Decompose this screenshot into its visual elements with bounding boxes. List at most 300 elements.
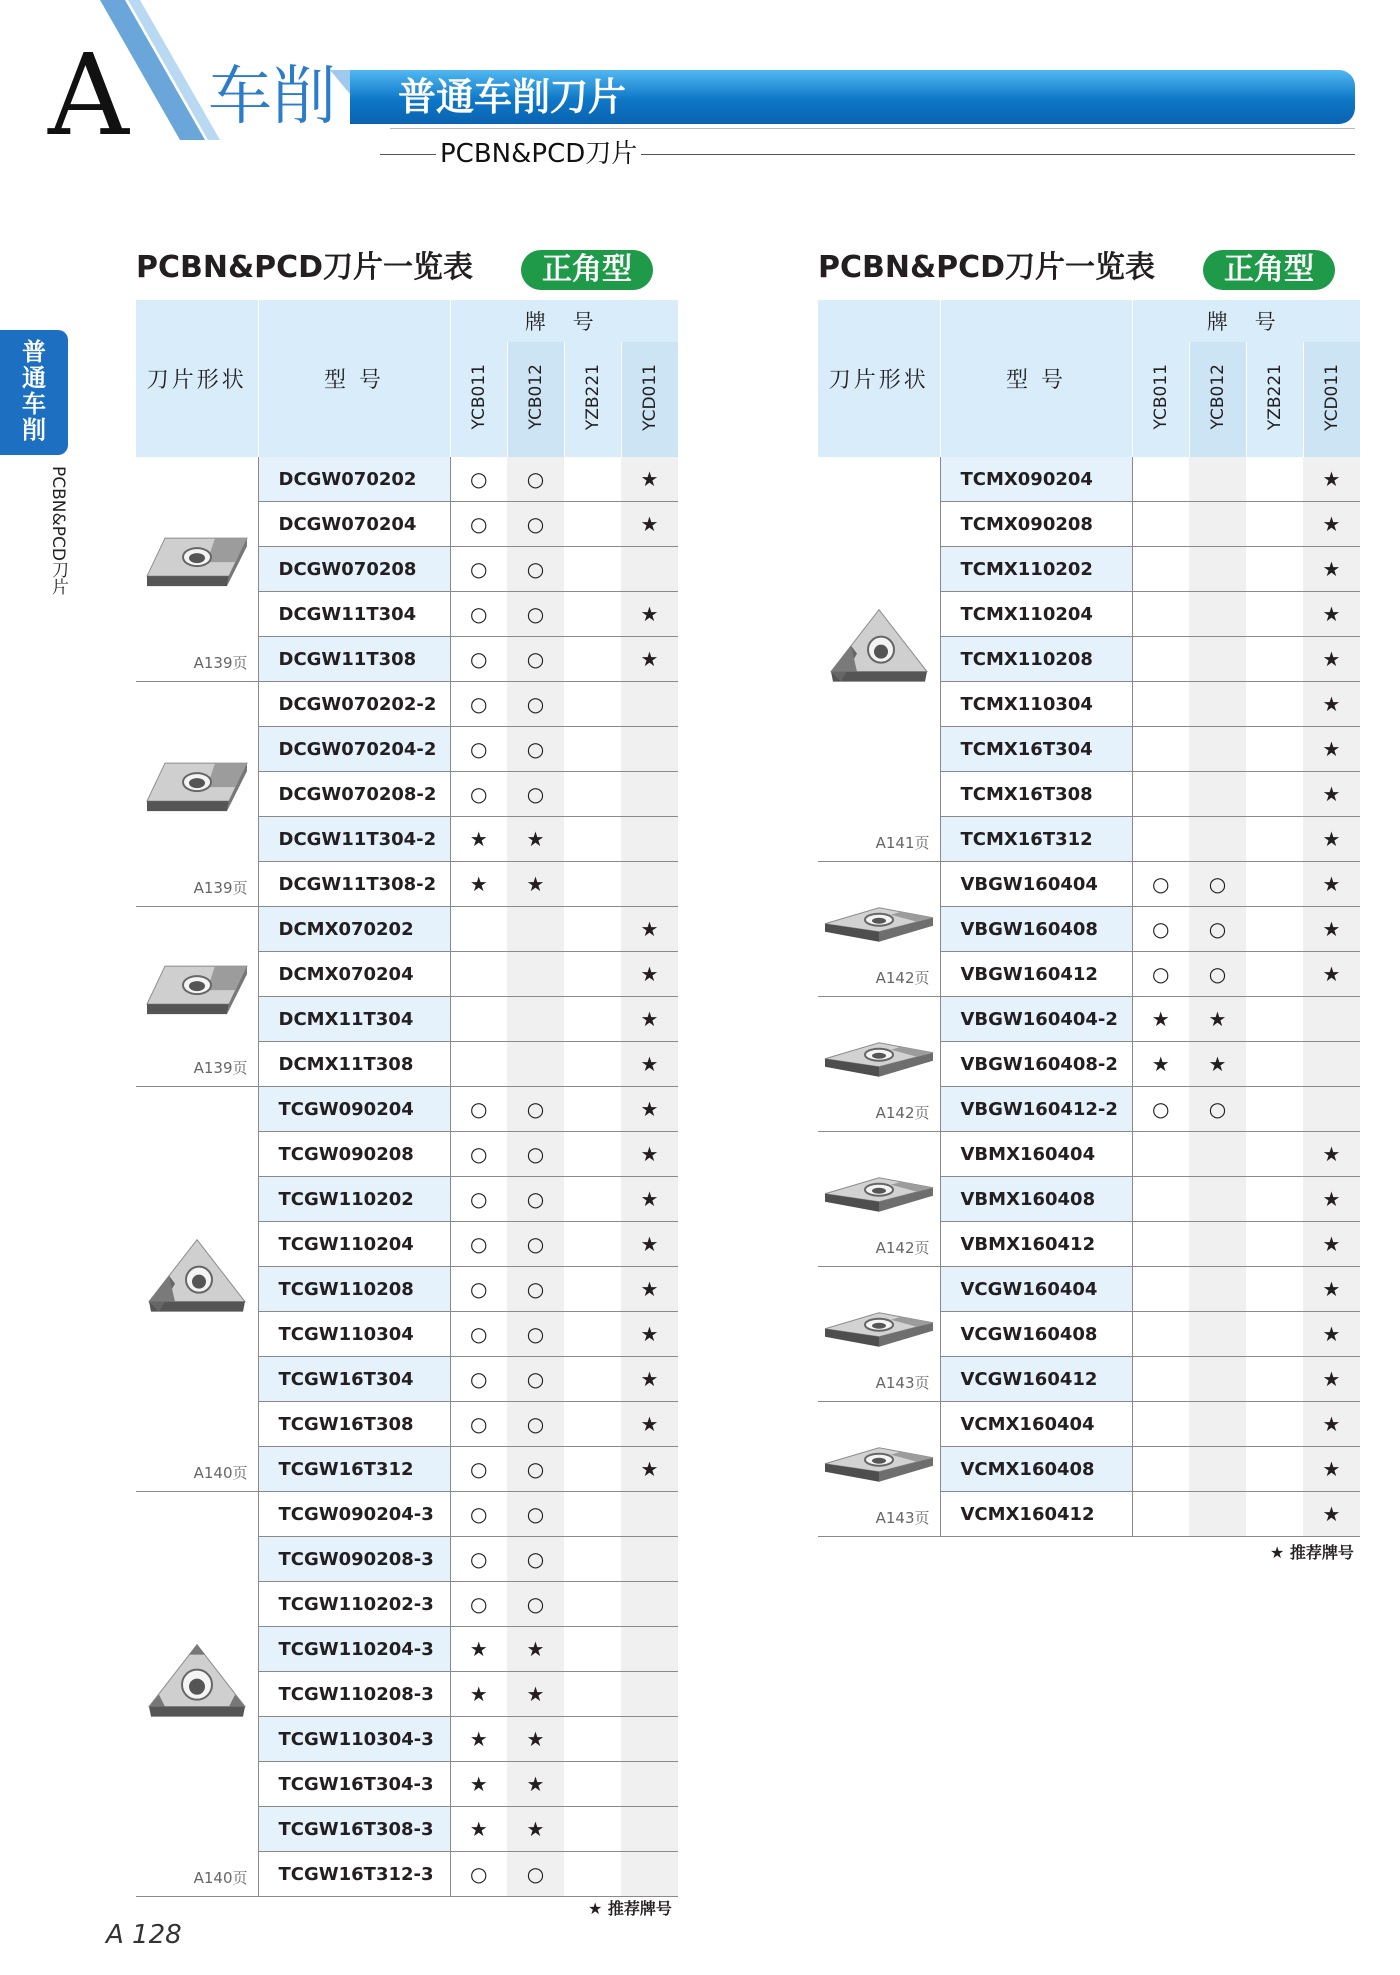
catalog-page-ref[interactable]: A140页	[193, 1869, 248, 1887]
catalog-page-ref[interactable]: A139页	[193, 879, 248, 897]
insert-model-code: VCMX160408	[940, 1447, 1132, 1492]
available-circle-mark: ○	[450, 1357, 507, 1402]
grade-cell	[1132, 1177, 1189, 1222]
grade-column-header	[1132, 342, 1189, 457]
grade-cell	[1189, 1357, 1246, 1402]
available-circle-mark: ○	[450, 682, 507, 727]
shape-column-header: 刀片形状	[818, 300, 940, 457]
recommended-star-mark: ★	[507, 1627, 564, 1672]
grade-cell	[1189, 1312, 1246, 1357]
type-badge: 正角型	[1203, 250, 1335, 290]
recommended-star-mark: ★	[621, 1132, 678, 1177]
recommended-star-mark: ★	[450, 1807, 507, 1852]
grade-cell	[1189, 1177, 1246, 1222]
grade-column-header	[450, 342, 507, 457]
grade-cell	[564, 1447, 621, 1492]
grade-cell	[1246, 1402, 1303, 1447]
grade-cell	[1132, 1312, 1189, 1357]
grade-cell	[1132, 502, 1189, 547]
insert-rhombus35-illustration	[821, 1172, 937, 1216]
grade-cell	[564, 1222, 621, 1267]
grade-cell	[1132, 1267, 1189, 1312]
model-column-header: 型 号	[940, 300, 1132, 457]
recommended-star-mark: ★	[450, 1762, 507, 1807]
insert-shape-cell	[818, 1402, 940, 1537]
available-circle-mark: ○	[507, 1852, 564, 1897]
grade-cell	[450, 952, 507, 997]
grade-cell	[1246, 1222, 1303, 1267]
grade-cell	[621, 772, 678, 817]
grade-cell	[1246, 637, 1303, 682]
grade-cell	[564, 1717, 621, 1762]
catalog-page-ref[interactable]: A143页	[875, 1374, 930, 1392]
grade-column-header	[564, 342, 621, 457]
available-circle-mark: ○	[507, 637, 564, 682]
available-circle-mark: ○	[450, 1132, 507, 1177]
table-row	[136, 682, 678, 727]
available-circle-mark: ○	[507, 1537, 564, 1582]
recommended-star-mark: ★	[621, 1042, 678, 1087]
grade-cell	[564, 772, 621, 817]
insert-model-code: VCGW160404	[940, 1267, 1132, 1312]
insert-model-code: TCMX110208	[940, 637, 1132, 682]
grade-cell	[1189, 592, 1246, 637]
grade-code-label: YCB011	[1150, 364, 1171, 430]
insert-rhombus55-illustration	[143, 528, 251, 594]
catalog-page-ref[interactable]: A142页	[875, 1239, 930, 1257]
table-row	[818, 457, 1360, 502]
grade-cell	[1189, 457, 1246, 502]
grade-column-header	[1303, 342, 1360, 457]
header-divider	[390, 128, 1355, 129]
insert-shape-cell	[136, 1087, 258, 1492]
grade-code-label: YCB012	[525, 364, 546, 430]
grade-cell	[1132, 547, 1189, 592]
grade-cell	[1132, 637, 1189, 682]
available-circle-mark: ○	[450, 502, 507, 547]
grade-cell	[1132, 727, 1189, 772]
available-circle-mark: ○	[507, 1087, 564, 1132]
table-row	[818, 1402, 1360, 1447]
available-circle-mark: ○	[450, 1492, 507, 1537]
insert-rhombus55-illustration	[143, 753, 251, 819]
recommended-star-mark: ★	[1303, 502, 1360, 547]
insert-model-code: TCGW16T312	[258, 1447, 450, 1492]
grade-cell	[1132, 1132, 1189, 1177]
available-circle-mark: ○	[507, 772, 564, 817]
insert-model-code: DCMX070202	[258, 907, 450, 952]
insert-model-code: TCMX090208	[940, 502, 1132, 547]
grade-cell	[507, 952, 564, 997]
grade-cell	[564, 1087, 621, 1132]
insert-model-code: DCMX11T308	[258, 1042, 450, 1087]
insert-model-code: TCMX16T308	[940, 772, 1132, 817]
grade-cell	[564, 1132, 621, 1177]
recommended-star-mark: ★	[1189, 997, 1246, 1042]
category-title: 车削	[208, 60, 336, 134]
grade-cell	[1132, 592, 1189, 637]
available-circle-mark: ○	[450, 1222, 507, 1267]
grade-cell	[1132, 817, 1189, 862]
grade-cell	[564, 727, 621, 772]
recommended-star-mark: ★	[1303, 727, 1360, 772]
insert-model-code: VBGW160412	[940, 952, 1132, 997]
grade-group-header: 牌 号	[1132, 300, 1360, 342]
grade-cell	[1246, 1177, 1303, 1222]
recommended-star-mark: ★	[1303, 637, 1360, 682]
grade-cell	[621, 1492, 678, 1537]
recommended-star-mark: ★	[621, 1312, 678, 1357]
insert-model-code: TCGW110208	[258, 1267, 450, 1312]
recommended-star-mark: ★	[1303, 592, 1360, 637]
available-circle-mark: ○	[1132, 907, 1189, 952]
grade-cell	[1189, 1222, 1246, 1267]
insert-model-code: TCMX16T304	[940, 727, 1132, 772]
table-row	[818, 862, 1360, 907]
grade-cell	[1246, 1267, 1303, 1312]
insert-model-code: TCGW110204-3	[258, 1627, 450, 1672]
available-circle-mark: ○	[507, 1402, 564, 1447]
available-circle-mark: ○	[450, 547, 507, 592]
recommended-star-mark: ★	[621, 592, 678, 637]
recommended-star-mark: ★	[621, 1087, 678, 1132]
available-circle-mark: ○	[450, 1582, 507, 1627]
insert-model-code: DCGW11T304-2	[258, 817, 450, 862]
insert-rhombus35-illustration	[821, 1442, 937, 1486]
grade-cell	[564, 502, 621, 547]
grade-cell	[564, 1177, 621, 1222]
available-circle-mark: ○	[1132, 862, 1189, 907]
grade-cell	[621, 1807, 678, 1852]
grade-cell	[621, 1582, 678, 1627]
grade-cell	[564, 1627, 621, 1672]
table-row	[818, 1132, 1360, 1177]
grade-cell	[1189, 502, 1246, 547]
grade-cell	[1246, 547, 1303, 592]
grade-cell	[1246, 682, 1303, 727]
grade-cell	[1246, 457, 1303, 502]
grade-cell	[564, 1762, 621, 1807]
recommended-star-mark: ★	[1303, 772, 1360, 817]
available-circle-mark: ○	[450, 1267, 507, 1312]
recommended-star-mark: ★	[507, 862, 564, 907]
grade-cell	[1189, 1132, 1246, 1177]
grade-cell	[1189, 817, 1246, 862]
insert-model-code: VBMX160404	[940, 1132, 1132, 1177]
available-circle-mark: ○	[450, 1312, 507, 1357]
table-row	[818, 1267, 1360, 1312]
grade-cell	[621, 1627, 678, 1672]
insert-model-code: DCGW11T308	[258, 637, 450, 682]
recommended-star-mark: ★	[1303, 817, 1360, 862]
recommended-star-mark: ★	[507, 1717, 564, 1762]
recommended-star-mark: ★	[1303, 1222, 1360, 1267]
insert-shape-cell	[818, 997, 940, 1132]
insert-rhombus35-illustration	[821, 1307, 937, 1351]
grade-cell	[1246, 1132, 1303, 1177]
recommended-star-mark: ★	[621, 457, 678, 502]
grade-cell	[564, 862, 621, 907]
available-circle-mark: ○	[1189, 862, 1246, 907]
grade-cell	[564, 1672, 621, 1717]
page-number: A 128	[106, 1920, 182, 1950]
side-tab-char: 削	[22, 416, 46, 444]
recommended-star-mark: ★	[1303, 1132, 1360, 1177]
grade-column-header	[1189, 342, 1246, 457]
recommended-star-mark: ★	[1303, 1312, 1360, 1357]
available-circle-mark: ○	[507, 1222, 564, 1267]
recommended-star-mark: ★	[1303, 1492, 1360, 1537]
grade-cell	[507, 1042, 564, 1087]
available-circle-mark: ○	[507, 1312, 564, 1357]
recommended-star-mark: ★	[621, 1402, 678, 1447]
grade-cell	[564, 592, 621, 637]
grade-cell	[1132, 1357, 1189, 1402]
insert-model-code: VBGW160408	[940, 907, 1132, 952]
insert-model-code: VBMX160408	[940, 1177, 1132, 1222]
table-row	[136, 1087, 678, 1132]
insert-model-code: VCGW160412	[940, 1357, 1132, 1402]
recommended-star-mark: ★	[1303, 1357, 1360, 1402]
grade-cell	[1246, 997, 1303, 1042]
grade-cell	[1246, 1492, 1303, 1537]
grade-group-header: 牌 号	[450, 300, 678, 342]
grade-cell	[1189, 1492, 1246, 1537]
recommended-star-mark: ★	[621, 907, 678, 952]
available-circle-mark: ○	[507, 1492, 564, 1537]
available-circle-mark: ○	[507, 727, 564, 772]
recommended-star-mark: ★	[621, 637, 678, 682]
grade-column-header	[1246, 342, 1303, 457]
grade-code-label: YZB221	[1264, 363, 1285, 431]
grade-cell	[1303, 997, 1360, 1042]
insert-model-code: DCGW11T308-2	[258, 862, 450, 907]
insert-rhombus35-illustration	[821, 1037, 937, 1081]
grade-cell	[564, 1807, 621, 1852]
catalog-page-ref[interactable]: A142页	[875, 969, 930, 987]
recommended-star-mark: ★	[621, 1357, 678, 1402]
side-tab-char: 普	[22, 338, 46, 366]
catalog-page-ref[interactable]: A143页	[875, 1509, 930, 1527]
insert-model-code: DCGW070204	[258, 502, 450, 547]
catalog-page-ref[interactable]: A142页	[875, 1104, 930, 1122]
insert-model-code: VBMX160412	[940, 1222, 1132, 1267]
grade-cell	[1246, 817, 1303, 862]
side-vertical-label: PCBN&PCD刀片	[48, 466, 68, 595]
recommended-star-mark: ★	[621, 1177, 678, 1222]
grade-cell	[564, 1312, 621, 1357]
recommended-star-mark: ★	[507, 1807, 564, 1852]
model-column-header: 型 号	[258, 300, 450, 457]
grade-cell	[507, 907, 564, 952]
grade-cell	[1189, 547, 1246, 592]
available-circle-mark: ○	[507, 547, 564, 592]
insert-model-code: TCGW16T308	[258, 1402, 450, 1447]
grade-cell	[1246, 1312, 1303, 1357]
table-title: PCBN&PCD刀片一览表	[818, 250, 1156, 285]
table-title: PCBN&PCD刀片一览表	[136, 250, 474, 285]
insert-model-code: TCGW16T312-3	[258, 1852, 450, 1897]
catalog-page-ref[interactable]: A140页	[193, 1464, 248, 1482]
available-circle-mark: ○	[1132, 1087, 1189, 1132]
insert-shape-cell	[136, 1492, 258, 1897]
insert-model-code: TCMX16T312	[940, 817, 1132, 862]
recommended-star-mark: ★	[1132, 997, 1189, 1042]
available-circle-mark: ○	[450, 1852, 507, 1897]
grade-cell	[507, 997, 564, 1042]
recommended-star-mark: ★	[1132, 1042, 1189, 1087]
grade-cell	[1132, 1492, 1189, 1537]
grade-cell	[564, 997, 621, 1042]
available-circle-mark: ○	[507, 682, 564, 727]
grade-cell	[450, 907, 507, 952]
grade-cell	[564, 457, 621, 502]
recommended-star-mark: ★	[450, 1717, 507, 1762]
recommended-star-mark: ★	[1303, 1177, 1360, 1222]
recommended-star-mark: ★	[1303, 1447, 1360, 1492]
grade-cell	[1189, 727, 1246, 772]
recommended-star-mark: ★	[507, 817, 564, 862]
grade-cell	[564, 1042, 621, 1087]
insert-triangle3-illustration	[145, 1641, 249, 1727]
grade-cell	[1189, 637, 1246, 682]
grade-cell	[1246, 862, 1303, 907]
grade-cell	[1246, 1042, 1303, 1087]
grade-column-header	[621, 342, 678, 457]
recommended-star-mark: ★	[1303, 1402, 1360, 1447]
catalog-page-ref[interactable]: A141页	[875, 834, 930, 852]
insert-model-code: TCGW16T304-3	[258, 1762, 450, 1807]
available-circle-mark: ○	[507, 592, 564, 637]
grade-cell	[1132, 1447, 1189, 1492]
grade-cell	[1246, 1357, 1303, 1402]
recommended-star-mark: ★	[1303, 547, 1360, 592]
grade-cell	[1246, 1447, 1303, 1492]
grade-cell	[1189, 1267, 1246, 1312]
recommended-star-mark: ★	[1303, 457, 1360, 502]
grade-cell	[1189, 1402, 1246, 1447]
available-circle-mark: ○	[1189, 907, 1246, 952]
available-circle-mark: ○	[1189, 1087, 1246, 1132]
table-row	[136, 1492, 678, 1537]
recommended-star-mark: ★	[621, 502, 678, 547]
table-row	[136, 907, 678, 952]
insert-shape-cell	[818, 457, 940, 862]
grade-code-label: YCB012	[1207, 364, 1228, 430]
grade-code-label: YCD011	[1321, 363, 1342, 431]
page-subtitle: PCBN&PCD刀片	[436, 138, 641, 170]
grade-cell	[1246, 772, 1303, 817]
available-circle-mark: ○	[507, 502, 564, 547]
available-circle-mark: ○	[1132, 952, 1189, 997]
insert-model-code: DCMX070204	[258, 952, 450, 997]
insert-model-code: TCMX110304	[940, 682, 1132, 727]
recommended-star-mark: ★	[450, 1672, 507, 1717]
insert-shape-cell	[818, 862, 940, 997]
available-circle-mark: ○	[450, 592, 507, 637]
grade-cell	[564, 952, 621, 997]
available-circle-mark: ○	[507, 1267, 564, 1312]
available-circle-mark: ○	[1189, 952, 1246, 997]
catalog-page-ref[interactable]: A139页	[193, 654, 248, 672]
insert-model-code: TCGW16T304	[258, 1357, 450, 1402]
recommended-star-mark: ★	[1189, 1042, 1246, 1087]
grade-cell	[1303, 1087, 1360, 1132]
grade-cell	[1246, 907, 1303, 952]
side-chapter-tab[interactable]	[0, 330, 68, 455]
recommended-star-mark: ★	[450, 817, 507, 862]
recommended-star-mark: ★	[507, 1762, 564, 1807]
recommended-star-mark: ★	[507, 1672, 564, 1717]
section-letter: A	[48, 31, 129, 161]
grade-cell	[564, 1357, 621, 1402]
insert-model-code: VBGW160408-2	[940, 1042, 1132, 1087]
grade-cell	[564, 1582, 621, 1627]
insert-model-code: VBGW160412-2	[940, 1087, 1132, 1132]
grade-cell	[621, 1717, 678, 1762]
grade-cell	[1132, 1402, 1189, 1447]
recommended-star-mark: ★	[1303, 1267, 1360, 1312]
insert-model-code: DCGW070208-2	[258, 772, 450, 817]
available-circle-mark: ○	[450, 727, 507, 772]
grade-cell	[564, 817, 621, 862]
grade-cell	[1132, 682, 1189, 727]
insert-triangle-illustration	[827, 606, 931, 692]
available-circle-mark: ○	[450, 1177, 507, 1222]
grade-cell	[1189, 772, 1246, 817]
grade-cell	[564, 637, 621, 682]
grade-cell	[564, 1492, 621, 1537]
grade-cell	[1132, 772, 1189, 817]
grade-cell	[621, 817, 678, 862]
insert-model-code: DCMX11T304	[258, 997, 450, 1042]
insert-triangle-illustration	[145, 1236, 249, 1322]
recommended-star-mark: ★	[621, 1267, 678, 1312]
grade-cell	[1246, 592, 1303, 637]
insert-model-code: TCGW16T308-3	[258, 1807, 450, 1852]
insert-rhombus55-illustration	[143, 956, 251, 1022]
grade-code-label: YCB011	[468, 364, 489, 430]
grade-cell	[621, 727, 678, 772]
insert-model-code: TCGW110202	[258, 1177, 450, 1222]
insert-shape-cell	[136, 907, 258, 1087]
insert-model-code: TCGW110204	[258, 1222, 450, 1267]
insert-model-code: TCGW110304-3	[258, 1717, 450, 1762]
insert-model-code: TCGW110208-3	[258, 1672, 450, 1717]
available-circle-mark: ○	[450, 637, 507, 682]
table-row	[136, 457, 678, 502]
recommended-star-mark: ★	[1303, 907, 1360, 952]
grade-cell	[621, 682, 678, 727]
grade-column-header	[507, 342, 564, 457]
grade-cell	[621, 862, 678, 907]
grade-cell	[564, 1852, 621, 1897]
recommended-star-mark: ★	[1303, 862, 1360, 907]
shape-column-header: 刀片形状	[136, 300, 258, 457]
grade-cell	[564, 1267, 621, 1312]
grade-cell	[564, 547, 621, 592]
catalog-page-ref[interactable]: A139页	[193, 1059, 248, 1077]
grade-cell	[621, 1672, 678, 1717]
grade-cell	[1189, 1447, 1246, 1492]
grade-cell	[450, 997, 507, 1042]
grade-cell	[1132, 457, 1189, 502]
available-circle-mark: ○	[507, 1447, 564, 1492]
side-tab-char: 通	[22, 364, 46, 392]
grade-cell	[1303, 1042, 1360, 1087]
insert-grade-table	[136, 300, 678, 1897]
insert-model-code: VCGW160408	[940, 1312, 1132, 1357]
